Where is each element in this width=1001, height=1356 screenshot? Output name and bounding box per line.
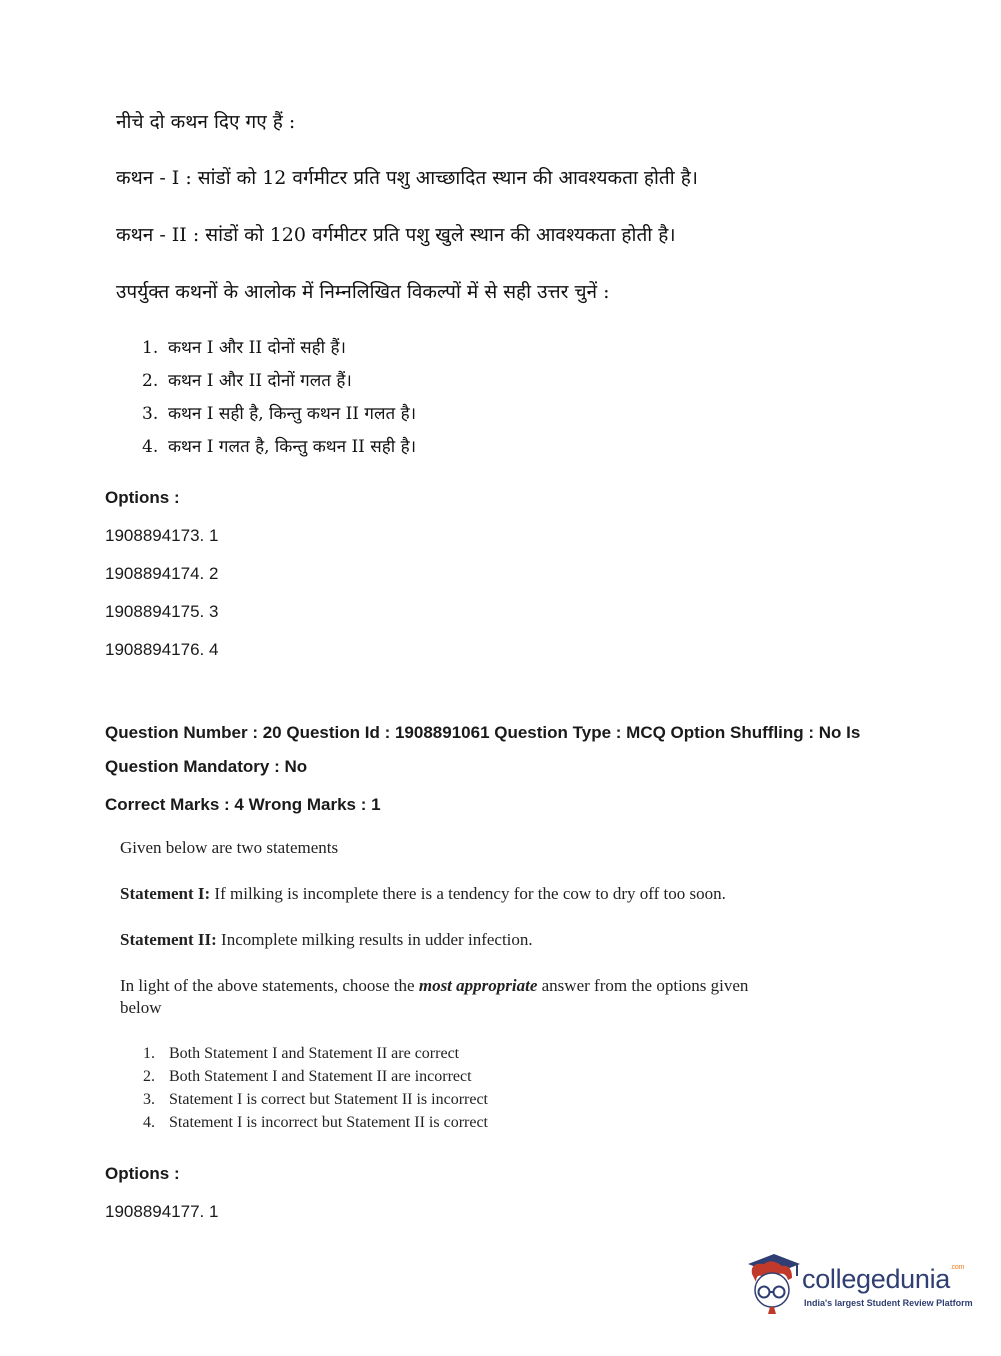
statement-2-label: Statement II: bbox=[120, 930, 217, 949]
hindi-choice bbox=[142, 401, 416, 424]
hindi-choice-number: 3. bbox=[142, 404, 159, 424]
english-choice-number: 2. bbox=[143, 1068, 155, 1085]
english-statement-1 bbox=[120, 884, 726, 904]
english-choice bbox=[143, 1045, 459, 1063]
option-id: 1908894173. 1 bbox=[105, 526, 219, 545]
hindi-choice bbox=[142, 335, 346, 358]
logo-com: .com bbox=[950, 1264, 965, 1271]
logo-name bbox=[802, 1264, 964, 1295]
english-instruction bbox=[120, 976, 748, 996]
logo-tagline: India's largest Student Review Platform bbox=[804, 1298, 973, 1308]
hindi-choice-number: 4. bbox=[142, 437, 159, 457]
question-meta-line-2: Question Mandatory : No bbox=[105, 757, 308, 776]
english-statement-2 bbox=[120, 930, 533, 950]
english-choice-text: Statement I is correct but Statement II is incorrect bbox=[169, 1091, 488, 1108]
collegedunia-logo bbox=[742, 1250, 972, 1320]
english-choice-text: Both Statement I and Statement II are incorrect bbox=[169, 1068, 472, 1085]
english-choice-number: 1. bbox=[143, 1045, 155, 1062]
hindi-statement-1: कथन - I : सांडों को 12 वर्गमीटर प्रति पशु आच्छादित स्थान की आवश्यकता होती है। bbox=[116, 167, 698, 189]
options-label: Options : bbox=[105, 488, 180, 507]
option-id: 1908894176. 4 bbox=[105, 640, 219, 659]
options-label: Options : bbox=[105, 1164, 180, 1183]
logo-name-text: collegedunia bbox=[802, 1264, 951, 1294]
english-choice-number: 4. bbox=[143, 1114, 155, 1131]
option-id: 1908894177. 1 bbox=[105, 1202, 219, 1221]
option-id: 1908894175. 3 bbox=[105, 602, 219, 621]
english-choice bbox=[143, 1091, 488, 1109]
question-marks: Correct Marks : 4 Wrong Marks : 1 bbox=[105, 795, 381, 814]
statement-2-text: Incomplete milking results in udder infection. bbox=[216, 930, 533, 949]
statement-1-label: Statement I: bbox=[120, 884, 211, 903]
instruction-text: In light of the above statements, choose the bbox=[120, 976, 419, 995]
hindi-choice-text: कथन I और II दोनों गलत हैं। bbox=[168, 371, 352, 391]
hindi-choice-text: कथन I गलत है, किन्तु कथन II सही है। bbox=[168, 437, 417, 457]
question-meta-line-1: Question Number : 20 Question Id : 1908891061 Question Type : MCQ Option Shuffling : No Is bbox=[105, 723, 861, 742]
statement-1-text: If milking is incomplete there is a tendency for the cow to dry off too soon. bbox=[210, 884, 726, 903]
hindi-choice-number: 2. bbox=[142, 371, 159, 391]
english-instruction-line-2: below bbox=[120, 998, 162, 1017]
english-choice-number: 3. bbox=[143, 1091, 155, 1108]
hindi-statement-2: कथन - II : सांडों को 120 वर्गमीटर प्रति पशु खुले स्थान की आवश्यकता होती है। bbox=[116, 224, 676, 246]
hindi-instruction: उपर्युक्त कथनों के आलोक में निम्नलिखित विकल्पों में से सही उत्तर चुनें : bbox=[116, 281, 610, 303]
hindi-choice-number: 1. bbox=[142, 338, 159, 358]
hindi-choice bbox=[142, 368, 352, 391]
instruction-text-end: answer from the options given bbox=[537, 976, 749, 995]
hindi-choice-text: कथन I सही है, किन्तु कथन II गलत है। bbox=[168, 404, 417, 424]
hindi-choice-text: कथन I और II दोनों सही हैं। bbox=[168, 338, 346, 358]
option-id: 1908894174. 2 bbox=[105, 564, 219, 583]
english-choice-text: Both Statement I and Statement II are correct bbox=[169, 1045, 460, 1062]
hindi-intro: नीचे दो कथन दिए गए हैं : bbox=[116, 111, 296, 133]
english-choice bbox=[143, 1114, 488, 1132]
instruction-emphasis: most appropriate bbox=[418, 976, 538, 995]
english-choice-text: Statement I is incorrect but Statement II is correct bbox=[169, 1114, 488, 1131]
hindi-choice bbox=[142, 434, 416, 457]
mascot-icon bbox=[742, 1250, 802, 1314]
english-choice bbox=[143, 1068, 472, 1086]
english-intro: Given below are two statements bbox=[120, 838, 339, 857]
